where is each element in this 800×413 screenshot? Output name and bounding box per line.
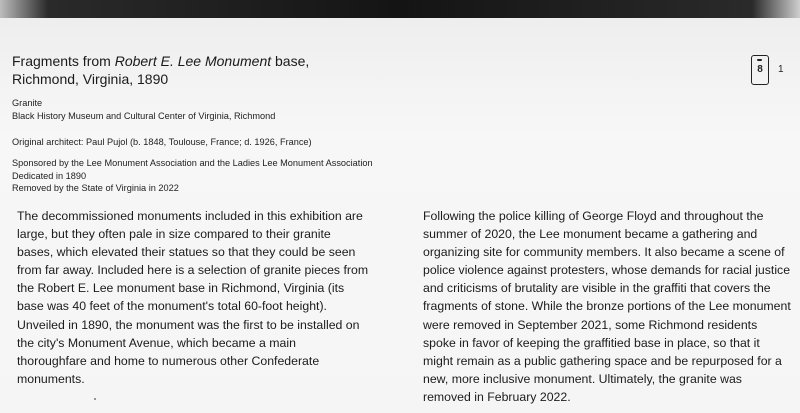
collection-text: Black History Museum and Cultural Center of Virginia, Richmond xyxy=(12,110,276,121)
body-paragraph-right: Following the police killing of George Floyd and throughout the summer of 2020, the Lee monument became a gathering and organizing site for community members. It also became a scene of police violence against protesters, whose demands for racial justice and criticisms of brutality are visible in the graffiti that covers the fragments of stone. While the bronze portions of the Lee monument were removed in September 2021, some Richmond residents spoke in favor of keeping the graffitied base in place, so that it might remain as a public gathering space and be repurposed for a new, more inclusive monument. Ultimately, the granite was removed in February 2022. xyxy=(423,209,791,404)
page-number: 1 xyxy=(778,64,784,75)
object-details xyxy=(12,97,432,122)
provenance-details xyxy=(12,157,432,195)
dust-speck xyxy=(94,398,96,400)
title-prefix: Fragments from xyxy=(12,53,115,69)
object-title xyxy=(12,52,432,88)
dark-frame-edge xyxy=(0,0,800,18)
audio-stop-number: 8 xyxy=(757,63,763,75)
title-suffix: base, xyxy=(271,53,310,69)
title-location-date: Richmond, Virginia, 1890 xyxy=(12,71,169,87)
body-paragraph-left: The decommissioned monuments included in this exhibition are large, but they often pale in size compared to their granite bases, which elevated their statues so that they could be seen from far away. Included here is a selection of granite pieces from the Robert E. Lee monument base in Richmond, Virginia (its base was 40 feet of the monument's total 60-foot height). Unveiled in 1890, the monument was the first to be installed on the city's Monument Avenue, which became a main thoroughfare and home to numerous other Confederate monuments. xyxy=(17,209,369,386)
material-text: Granite xyxy=(12,98,43,108)
speaker-slot-icon xyxy=(757,59,762,61)
dedicated-text: Dedicated in 1890 xyxy=(12,170,87,181)
audio-guide-icon xyxy=(751,55,769,85)
removed-text: Removed by the State of Virginia in 2022 xyxy=(12,183,179,193)
title-italic-object-name: Robert E. Lee Monument xyxy=(114,53,272,69)
sponsor-text: Sponsored by the Lee Monument Association and the Ladies Lee Monument Association xyxy=(12,158,373,168)
architect-text: Original architect: Paul Pujol (b. 1848, Toulouse, France; d. 1926, France) xyxy=(12,137,312,147)
architect-details xyxy=(12,136,432,149)
